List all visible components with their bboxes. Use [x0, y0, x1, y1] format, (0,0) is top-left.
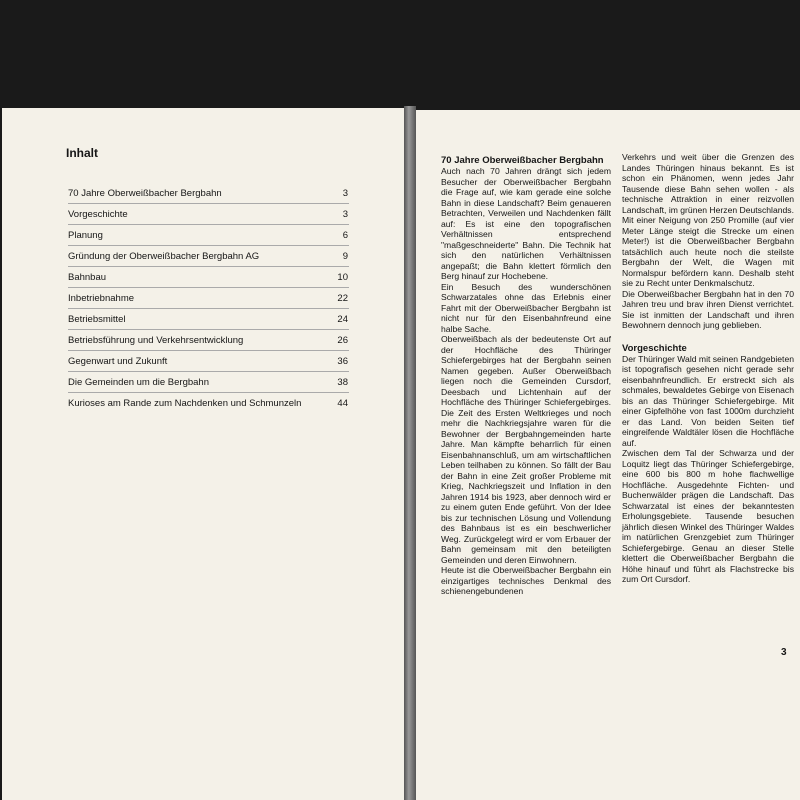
toc-entry-page: 36 [337, 356, 348, 367]
toc-divider [68, 329, 349, 330]
paragraph: Mit einer Neigung von 250 Promille (auf vier Meter Länge steigt die Strecke um einen Meter!) ist die Oberweißbacher Bergbahn tatsächlich auch heute noch die steilste Bergbahn der Welt, die Wagen mit Normalspur befördern kann. Deshalb steht sie zu Recht unter Denkmalschutz. [622, 215, 794, 288]
toc-entry-title: Planung [68, 230, 103, 241]
article-heading: 70 Jahre Oberweißbacher Bergbahn [441, 155, 604, 166]
toc-entry-page: 9 [342, 251, 348, 262]
toc-divider [68, 392, 349, 393]
page-number: 3 [781, 647, 787, 658]
toc-entry-title: Kurioses am Rande zum Nachdenken und Schmunzeln [68, 398, 302, 409]
paragraph: Die Oberweißbacher Bergbahn hat in den 70 Jahren treu und brav ihren Dienst verrichtet. Sie ist inmitten der Landschaft und ihren Bewohnern dennoch jung geblieben. [622, 288, 794, 330]
toc-entry [68, 271, 348, 285]
toc-divider [68, 371, 349, 372]
toc-entry [68, 292, 348, 306]
toc-heading: Inhalt [66, 146, 98, 160]
toc-entry-page: 22 [337, 293, 348, 304]
toc-divider [68, 308, 349, 309]
toc-entry-title: Die Gemeinden um die Bergbahn [68, 377, 210, 388]
toc-entry-title: Bahnbau [68, 272, 107, 283]
toc-divider [68, 266, 349, 267]
toc-entry-page: 44 [337, 398, 348, 409]
toc-entry-page: 24 [337, 314, 348, 325]
toc-divider [68, 224, 349, 225]
book-spine [404, 106, 416, 800]
toc-entry-title: Gründung der Oberweißbacher Bergbahn AG [68, 251, 260, 262]
section-heading-vorgeschichte: Vorgeschichte [622, 342, 687, 354]
toc-entry-page: 10 [337, 272, 348, 283]
paragraph: Auch nach 70 Jahren drängt sich jedem Besucher der Oberweißbacher Bergbahn die Frage auf, wie kam gerade eine solche Bahn in diese Landschaft? Beim genaueren Betrachten, Verweilen und Nachdenken fällt auf: Es ist eine den topografischen Verhältnissen entsprechend "maßgeschneiderte" Bahn. Die Technik hat sich den natürlichen Verhältnissen angepaßt; die Bahn klettert förmlich den Berg hinauf zur Hochebene. [441, 166, 611, 281]
toc-entry-title: 70 Jahre Oberweißbacher Bergbahn [68, 188, 222, 199]
toc-entry-title: Gegenwart und Zukunft [68, 356, 168, 367]
toc-entry-page: 26 [337, 335, 348, 346]
toc-entry [68, 208, 348, 222]
toc-entry-title: Inbetriebnahme [68, 293, 135, 304]
toc-entry-page: 6 [342, 230, 348, 241]
toc-entry [68, 187, 348, 201]
toc-entry-page: 3 [342, 209, 348, 220]
toc-divider [68, 203, 349, 204]
toc-entry-title: Vorgeschichte [68, 209, 128, 220]
toc-entry-page: 3 [342, 188, 348, 199]
toc-divider [68, 245, 349, 246]
paragraph: Verkehrs und weit über die Grenzen des Landes Thüringen hinaus bekannt. Es ist schon ein Phänomen, wenn jedes Jahr Tausende diese Bahn sehen wollen - als technische Attraktion in einer reizvollen Landschaft, im grünen Herzen Deutschlands. [622, 152, 794, 215]
toc-entry [68, 334, 348, 348]
toc-entry [68, 229, 348, 243]
paragraph: Oberweißbach als der bedeutenste Ort auf der Hochfläche des Thüringer Schiefergebirges hat der Bergbahn seinen Namen gegeben. Außer Oberweißbach liegen noch die Gemeinden Cursdorf, Deesbach und Lichtenhain auf der Hochfläche des Thüringer Schiefergebirges. Die Zeit des Ersten Weltkrieges und noch mehr die Nachkriegsjahre waren für die Bewohner der Bergbahngemeinden harte Jahre. Man kämpfte beharrlich für einen Eisenbahnanschluß, um am wirtschaftlichen Leben teilhaben zu können. So fällt der Bau der Bahn in eine Zeit großer Probleme mit Krieg, Nachkriegszeit und Inflation in den Jahren 1914 bis 1923, aber dennoch wird er zu einem guten Ende geführt. Von der Idee bis zur technischen Lösung und Vollendung des Bahnbaus ist es ein beschwerlicher Weg. Zurückgelegt wird er vom Erbauer der Bahn gemeinsam mit den beteiligten Gemeinden und deren Einwohnern. [441, 334, 611, 565]
toc-entry [68, 250, 348, 264]
article-column-1 [441, 155, 611, 597]
paragraph: Der Thüringer Wald mit seinen Randgebieten ist topografisch gesehen nicht gerade sehr eisenbahnfreundlich. Er erstreckt sich als schmales, bewaldetes Gebirge von Eisenach bis an das Thüringer Schiefergebirge. Mit einer Gipfelhöhe von fast 1000m durchzieht er das Land. Von beiden Seiten tief eingreifende Waldtäler lösen die Hochfläche auf. [622, 353, 794, 448]
paragraph: Zwischen dem Tal der Schwarza und der Loquitz liegt das Thüringer Schiefergebirge, eine 600 bis 800 m hohe flachwellige Hochfläche. Ausgedehnte Fichten- und Buchenwälder prägen die Landschaft. Das Schwarzatal ist eines der bekanntesten Erholungsgebiete. Tausende besuchen jährlich diesen Winkel des Thüringer Waldes im natürlichen Grenzgebiet zum Thüringer Schiefergebirge. Genau an dieser Stelle klettert die Oberweißbacher Bergbahn die Höhe hinauf und führt als Flachstrecke bis zum Ort Cursdorf. [622, 448, 794, 584]
toc-entry-title: Betriebsmittel [68, 314, 126, 325]
paragraph: Heute ist die Oberweißbacher Bergbahn ein einzigartiges technisches Denkmal des schienengebundenen [441, 565, 611, 596]
toc-divider [68, 287, 349, 288]
paragraph: Ein Besuch des wunderschönen Schwarzatales ohne das Erlebnis einer Fahrt mit der Oberweißbacher Bergbahn ist nicht nur für den Eisenbahnfreund eine halbe Sache. [441, 281, 611, 334]
toc-entry-title: Betriebsführung und Verkehrsentwicklung [68, 335, 244, 346]
toc-entry [68, 397, 348, 411]
toc-divider [68, 350, 349, 351]
toc-entry [68, 355, 348, 369]
toc-entry-page: 38 [337, 377, 348, 388]
article-column-2 [622, 152, 794, 585]
toc-entry [68, 313, 348, 327]
toc-entry [68, 376, 348, 390]
